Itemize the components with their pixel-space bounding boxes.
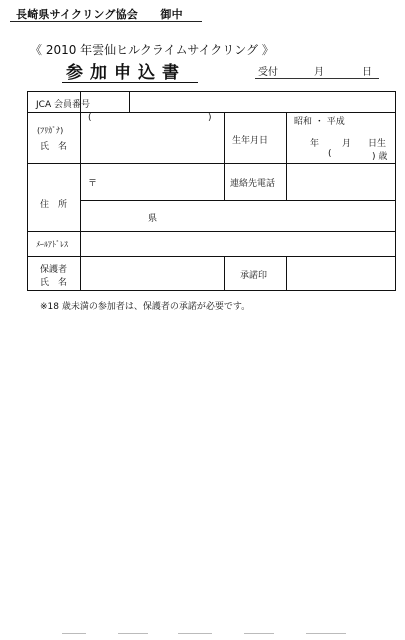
name-field[interactable] bbox=[86, 126, 220, 160]
row-divider bbox=[80, 200, 395, 201]
scan-edge-mark bbox=[62, 633, 86, 634]
contact-phone-field[interactable] bbox=[290, 168, 390, 196]
footnote: ※18 歳未満の参加者は、保護者の承諾が必要です。 bbox=[40, 302, 251, 312]
email-label: ﾒｰﾙｱﾄﾞﾚｽ bbox=[36, 240, 68, 249]
received-day: 日 bbox=[362, 67, 372, 78]
contact-phone-label: 連絡先電話 bbox=[230, 179, 276, 189]
consent-seal-label: 承諾印 bbox=[240, 271, 268, 281]
age-close-paren: ) 歳 bbox=[372, 152, 388, 162]
postal-mark: 〒 bbox=[88, 179, 98, 189]
column-divider bbox=[224, 112, 225, 200]
column-divider bbox=[224, 256, 225, 290]
label-column-divider bbox=[80, 92, 81, 290]
received-underline bbox=[255, 78, 379, 79]
furigana-close-paren: ) bbox=[208, 113, 212, 123]
name-label: 氏 名 bbox=[40, 142, 68, 152]
era-label: 昭和 ・ 平成 bbox=[294, 117, 345, 127]
birth-day-label: 日生 bbox=[368, 139, 387, 149]
addressee-underline bbox=[10, 21, 202, 22]
jca-number-field[interactable] bbox=[88, 96, 228, 110]
column-divider bbox=[286, 256, 287, 290]
application-form bbox=[27, 91, 396, 291]
row-divider bbox=[28, 163, 395, 164]
received-month: 月 bbox=[314, 67, 324, 78]
birth-year-label: 年 bbox=[310, 139, 320, 149]
age-open-paren: ( bbox=[328, 149, 332, 159]
addressee: 長崎県サイクリング協会 御中 bbox=[16, 8, 183, 21]
scan-edge-mark bbox=[244, 633, 274, 634]
form-title-underline bbox=[62, 82, 198, 83]
jca-number-label: JCA 会員番号 bbox=[36, 100, 90, 110]
email-field[interactable] bbox=[86, 235, 386, 253]
scan-edge-mark bbox=[178, 633, 212, 634]
row-divider bbox=[28, 231, 395, 232]
received-label: 受付 bbox=[258, 67, 278, 78]
scan-edge-mark bbox=[306, 633, 346, 634]
furigana-label: (ﾌﾘｶﾞﾅ) bbox=[37, 126, 64, 135]
consent-seal-field[interactable] bbox=[290, 260, 390, 286]
guardian-label: 保護者 bbox=[40, 265, 68, 275]
event-title: 《 2010 年雲仙ヒルクライムサイクリング 》 bbox=[30, 43, 274, 57]
guardian-name-field[interactable] bbox=[86, 260, 220, 286]
guardian-name-label: 氏 名 bbox=[40, 278, 68, 288]
birthdate-label: 生年月日 bbox=[232, 136, 269, 146]
address-label: 住 所 bbox=[40, 200, 68, 210]
scan-edge-mark bbox=[118, 633, 148, 634]
prefecture-suffix: 県 bbox=[148, 214, 158, 224]
column-divider bbox=[286, 112, 287, 200]
furigana-open-paren: ( bbox=[88, 113, 92, 123]
row-divider bbox=[28, 256, 395, 257]
birth-month-label: 月 bbox=[342, 139, 352, 149]
form-title: 参加申込書 bbox=[66, 63, 186, 83]
